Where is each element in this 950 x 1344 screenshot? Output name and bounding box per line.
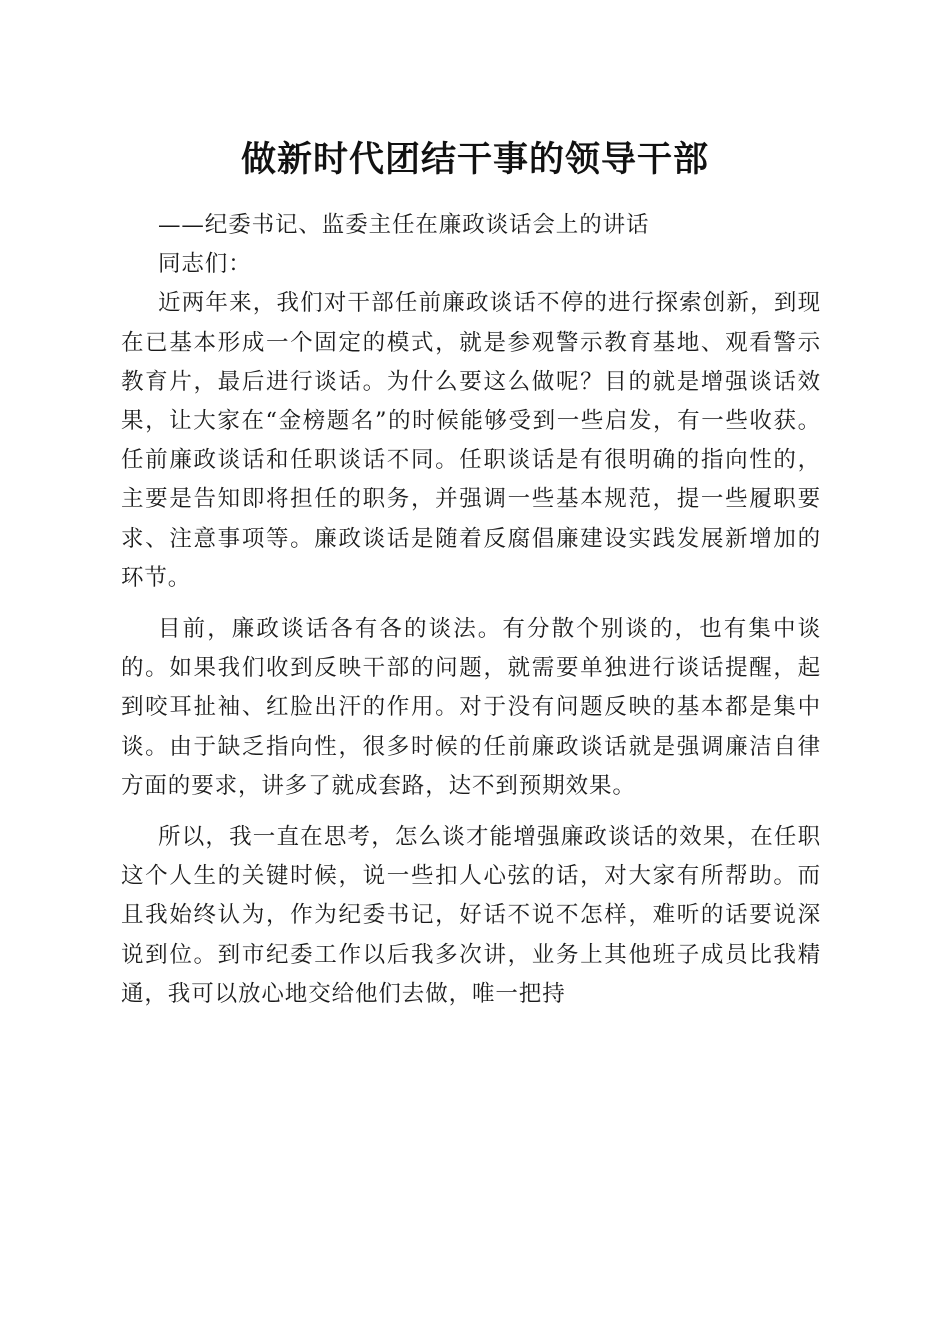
document-title: 做新时代团结干事的领导干部 <box>240 139 709 180</box>
document-body <box>121 206 821 1014</box>
paragraph-3: 所以，我一直在思考，怎么谈才能增强廉政谈话的效果，在任职这个人生的关键时候，说一些扣人心弦的话，对大家有所帮助。而且我始终认为，作为纪委书记，好话不说不怎样，难听的话要说深说到位。到市纪委工作以后我多次讲，业务上其他班子成员比我精通，我可以放心地交给他们去做，唯一把持 <box>121 824 821 1007</box>
paragraph-2: 目前，廉政谈话各有各的谈法。有分散个别谈的，也有集中谈的。如果我们收到反映干部的问题，就需要单独进行谈话提醒，起到咬耳扯袖、红脸出汗的作用。对于没有问题反映的基本都是集中谈。由于缺乏指向性，很多时候的任前廉政谈话就是强调廉洁自律方面的要求，讲多了就成套路，达不到预期效果。 <box>121 616 821 799</box>
subtitle: ——纪委书记、监委主任在廉政谈话会上的讲话 <box>158 212 650 238</box>
paragraph-1: 近两年来，我们对干部任前廉政谈话不停的进行探索创新，到现在已基本形成一个固定的模式，就是参观警示教育基地、观看警示教育片，最后进行谈话。为什么要这么做呢？目的就是增强谈话效果，让大家在“金榜题名”的时候能够受到一些启发，有一些收获。任前廉政谈话和任职谈话不同。任职谈话是有很明确的指向性的，主要是告知即将担任的职务，并强调一些基本规范，提一些履职要求、注意事项等。廉政谈话是随着反腐倡廉建设实践发展新增加的环节。 <box>121 290 821 591</box>
salutation: 同志们： <box>158 251 252 278</box>
